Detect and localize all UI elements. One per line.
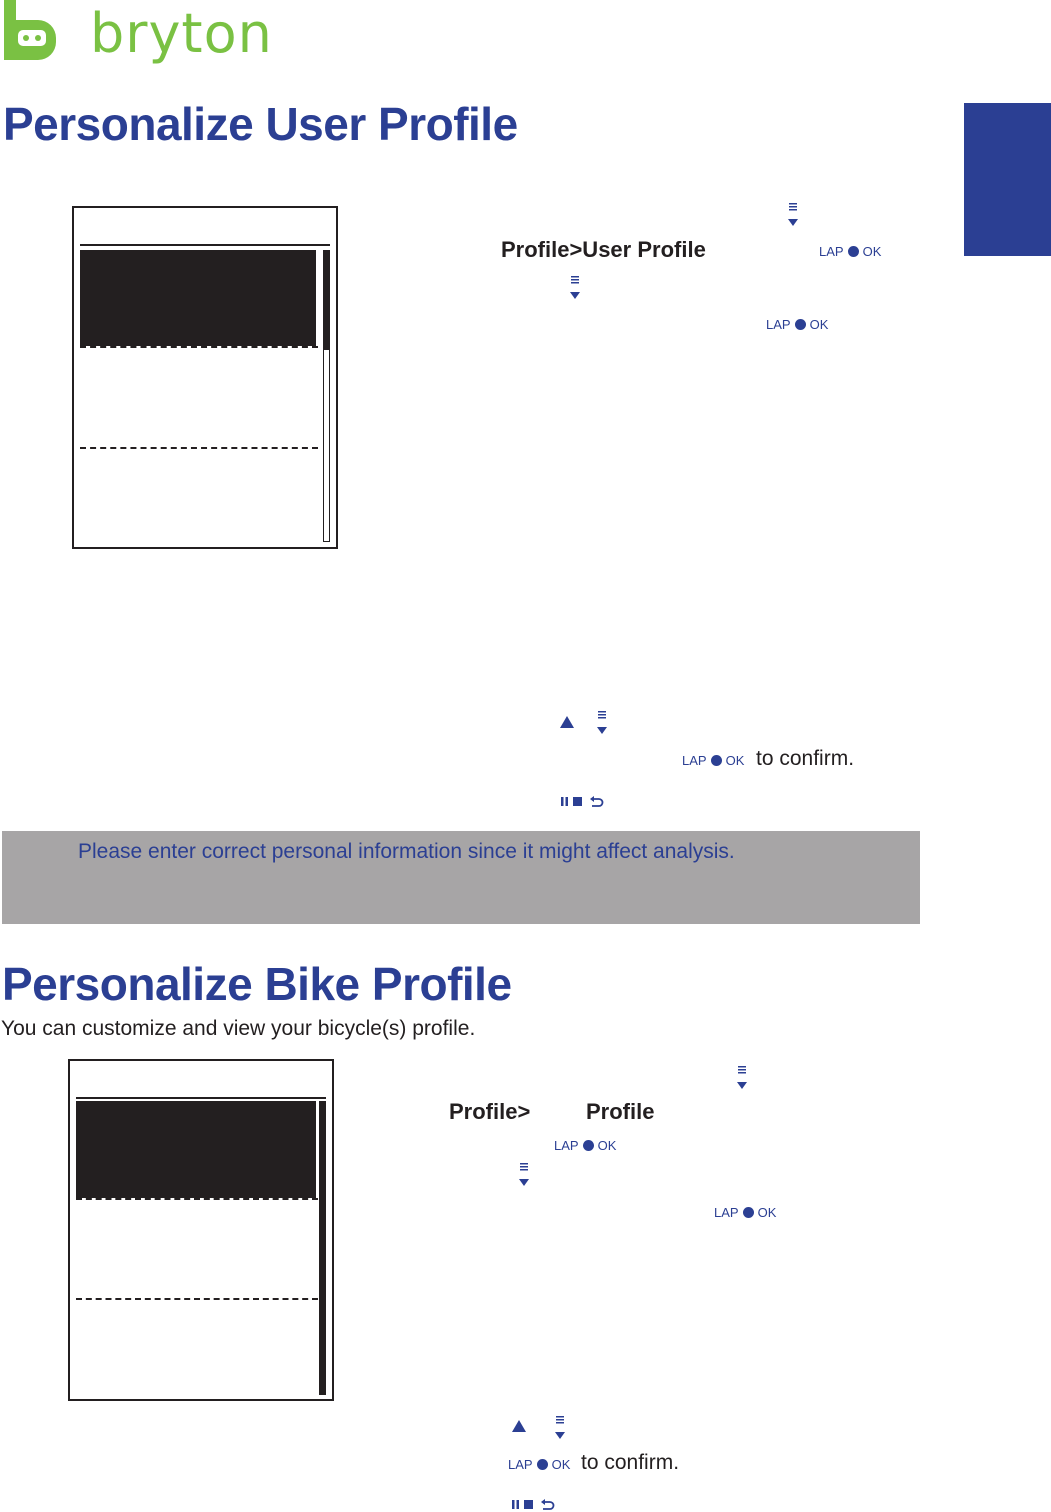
ok-label: OK [862, 244, 882, 259]
bike-profile-device-screen [68, 1059, 334, 1401]
lap-ok-button-icon [554, 1138, 616, 1154]
lap-ok-button-icon [714, 1205, 776, 1221]
row-divider [80, 346, 318, 348]
note-text: Please enter correct personal information since it might affect analysis. [78, 840, 735, 863]
lap-label: LAP [714, 1205, 739, 1220]
lap-ok-button-icon [819, 244, 881, 260]
row-divider [76, 1198, 318, 1200]
dot-icon [743, 1207, 754, 1218]
brand-name: bryton [90, 2, 273, 65]
ok-label: OK [757, 1205, 777, 1220]
menu-down-icon [569, 276, 581, 300]
screen-header-line [80, 244, 330, 246]
row-divider [76, 1298, 318, 1300]
menu-down-icon [736, 1066, 748, 1090]
lap-label: LAP [766, 317, 791, 332]
user-profile-device-screen [72, 206, 338, 549]
bike-profile-description: You can customize and view your bicycle(s) profile. [1, 1017, 476, 1040]
up-icon [560, 716, 574, 728]
lap-label: LAP [554, 1138, 579, 1153]
lap-label: LAP [508, 1457, 533, 1472]
confirm-text: to confirm. [756, 747, 855, 770]
dot-icon [848, 246, 859, 257]
bike-profile-menu-path-part2: Profile [586, 1099, 655, 1124]
pause-stop-back-icon [560, 795, 606, 809]
ok-label: OK [597, 1138, 617, 1153]
lap-label: LAP [819, 244, 844, 259]
side-tab [964, 103, 1051, 256]
ok-label: OK [551, 1457, 571, 1472]
bryton-logo-icon [2, 0, 62, 60]
menu-down-icon [518, 1163, 530, 1187]
ok-label: OK [809, 317, 829, 332]
menu-down-icon [554, 1416, 566, 1440]
dot-icon [711, 755, 722, 766]
ok-label: OK [725, 753, 745, 768]
highlighted-row [80, 250, 316, 346]
menu-down-icon [787, 203, 799, 227]
lap-ok-button-icon [508, 1457, 570, 1473]
user-profile-menu-path: Profile>User Profile [501, 237, 706, 262]
dot-icon [537, 1459, 548, 1470]
scrollbar-thumb [319, 1101, 326, 1395]
pause-stop-back-icon [511, 1498, 557, 1512]
scrollbar-thumb [323, 250, 330, 350]
row-divider [80, 447, 318, 449]
screen-header-line [76, 1097, 326, 1099]
confirm-text: to confirm. [581, 1451, 680, 1474]
up-icon [512, 1420, 526, 1432]
highlighted-row [76, 1101, 316, 1198]
lap-ok-button-icon [682, 753, 744, 769]
dot-icon [583, 1140, 594, 1151]
menu-down-icon [596, 711, 608, 735]
bike-profile-title: Personalize Bike Profile [2, 958, 512, 1010]
dot-icon [795, 319, 806, 330]
lap-label: LAP [682, 753, 707, 768]
user-profile-title: Personalize User Profile [3, 98, 518, 150]
bike-profile-menu-path-part1: Profile> [449, 1099, 531, 1124]
lap-ok-button-icon [766, 317, 828, 333]
